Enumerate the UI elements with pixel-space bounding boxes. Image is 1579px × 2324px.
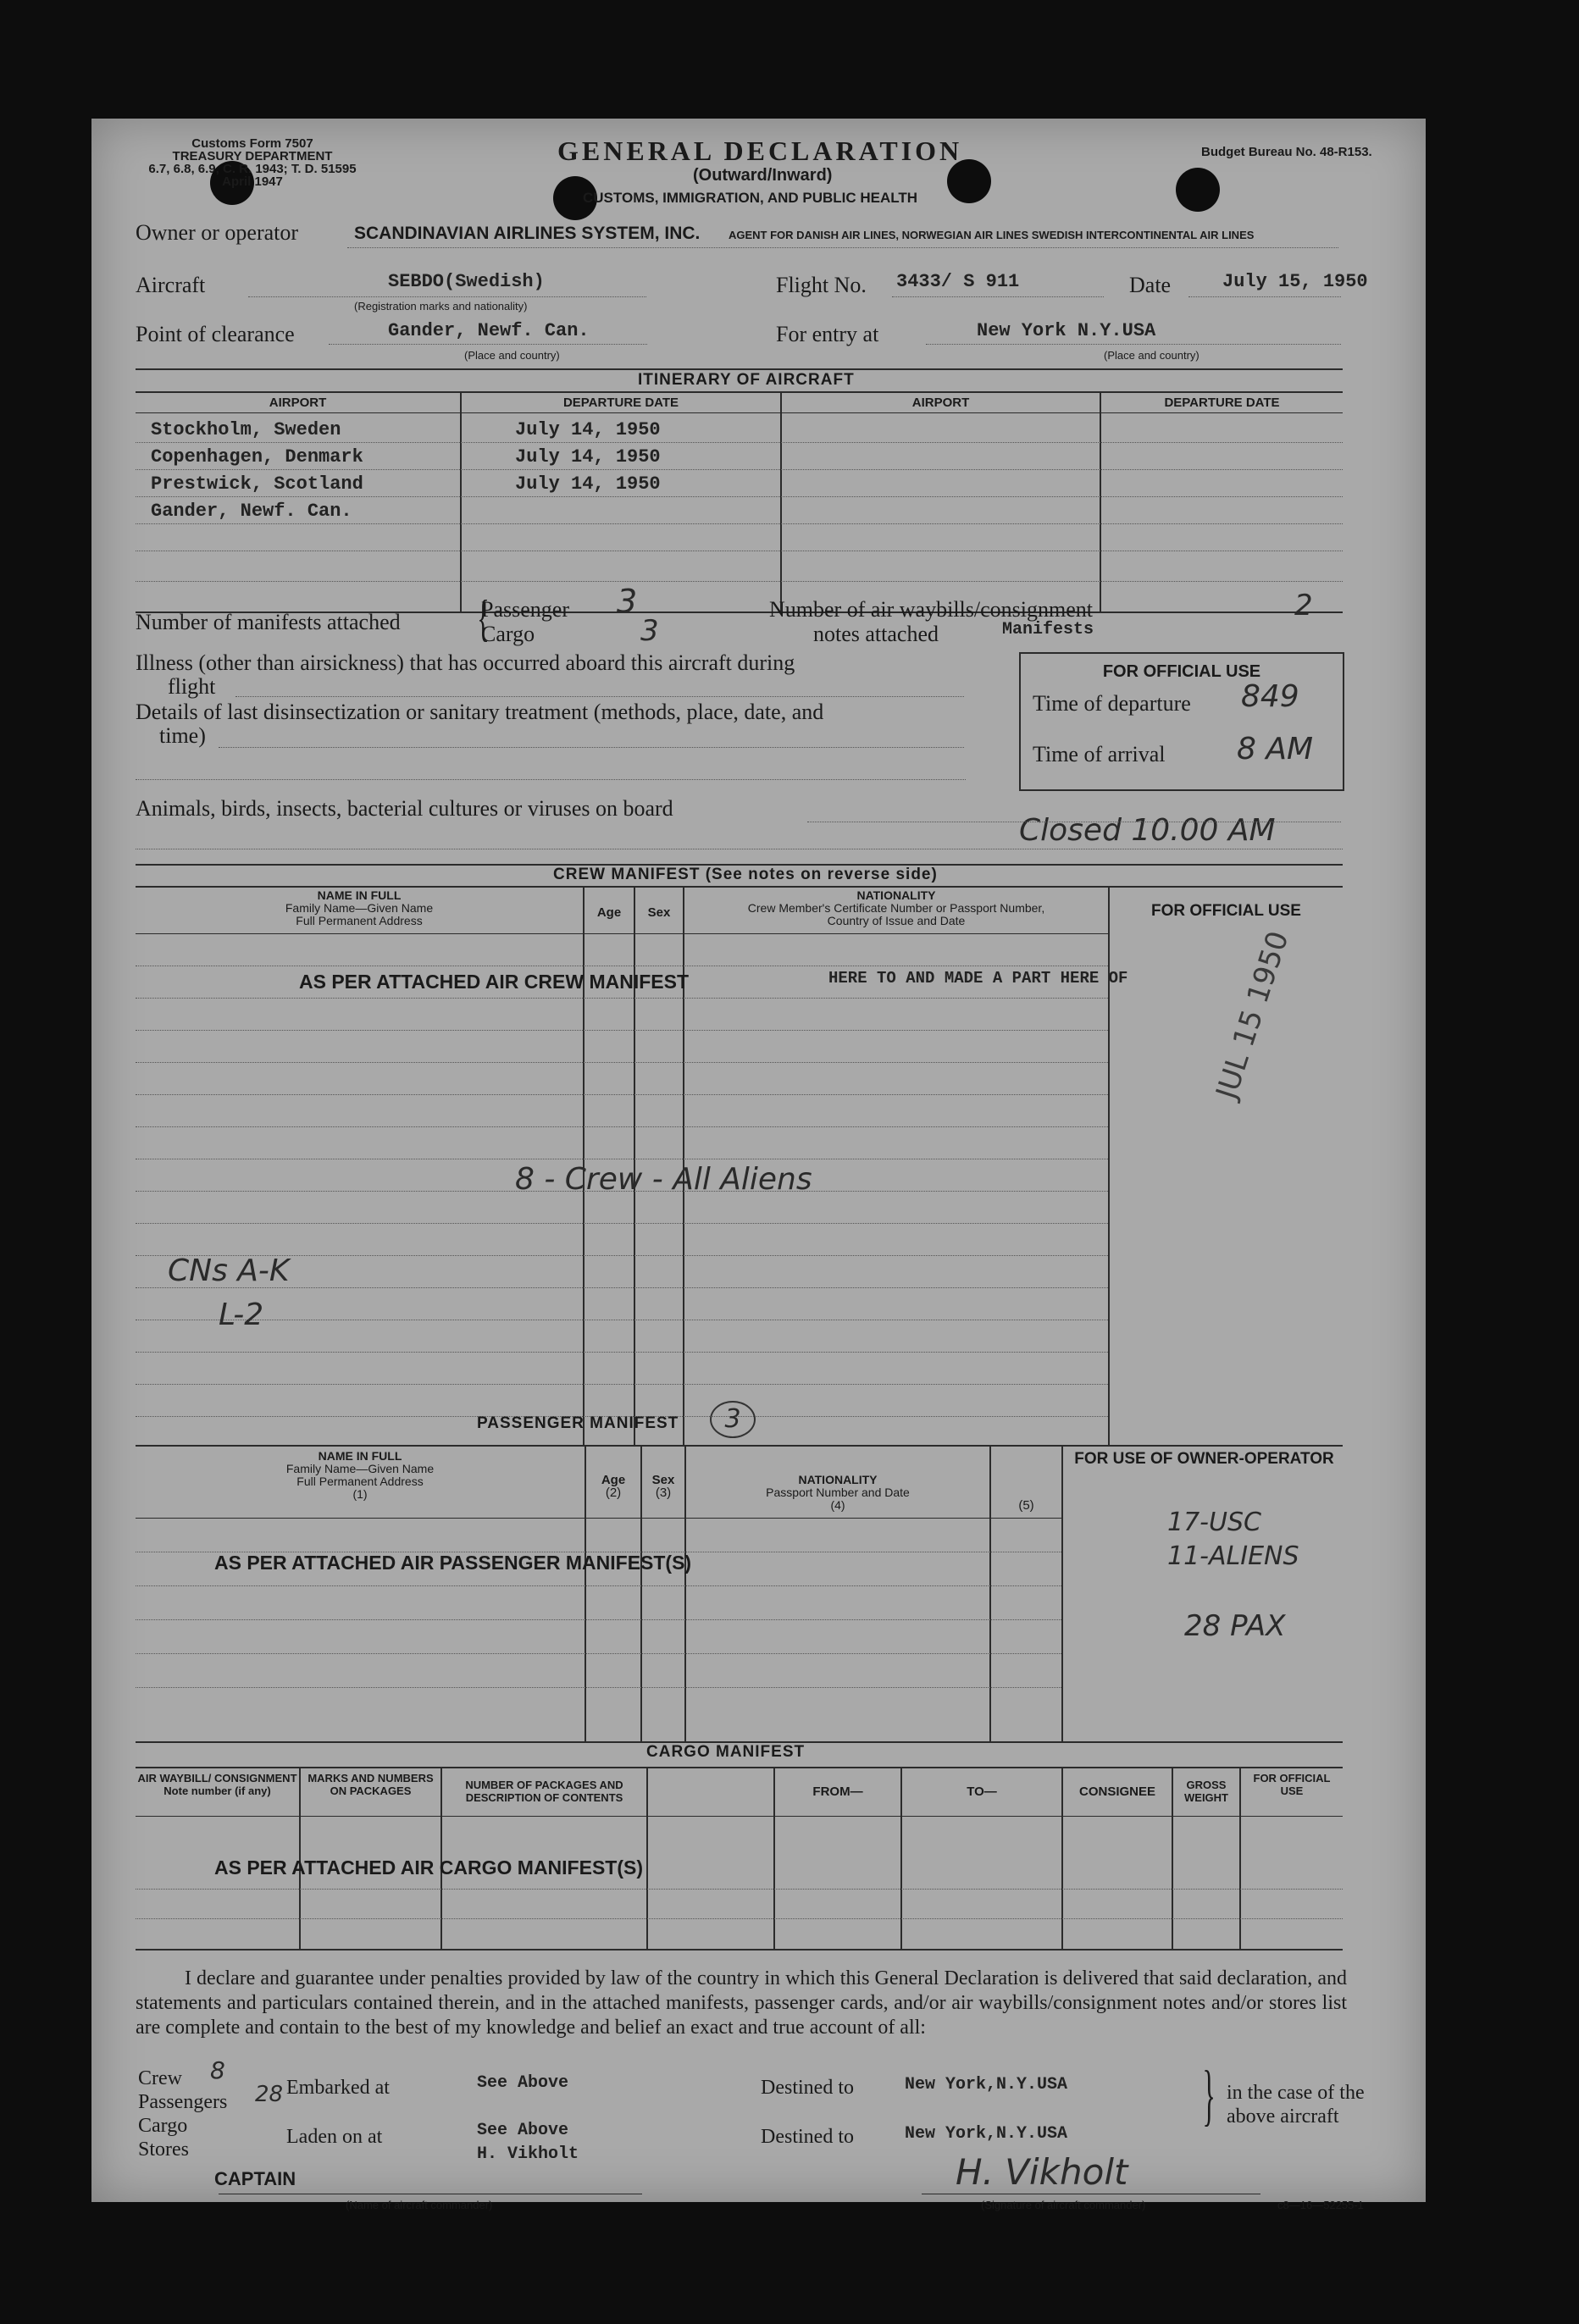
animals-label: Animals, birds, insects, bacterial cultures or viruses on board bbox=[136, 796, 673, 821]
commander-name-caption: (Name of aircraft commander) bbox=[346, 2199, 493, 2211]
passenger-count: 3 bbox=[617, 583, 638, 620]
crew-age-header: Age bbox=[596, 905, 622, 920]
cargo-count: 3 bbox=[640, 614, 659, 648]
passenger-age-header bbox=[586, 1474, 640, 1499]
itinerary-departure-header: DEPARTURE DATE bbox=[562, 396, 679, 410]
crew-typed-2: HERE TO AND MADE A PART HERE OF bbox=[828, 969, 1128, 988]
itinerary-airport-header: AIRPORT bbox=[269, 396, 327, 410]
animals-handwritten: Closed 10.00 AM bbox=[1019, 813, 1276, 848]
crew-name-title: NAME IN FULL bbox=[317, 888, 402, 902]
department: TREASURY DEPARTMENT bbox=[172, 149, 333, 163]
owner-operator-use: FOR USE OF OWNER-OPERATOR bbox=[1074, 1450, 1334, 1468]
date-label: Date bbox=[1129, 273, 1172, 297]
crew-sex-header: Sex bbox=[647, 905, 671, 920]
itinerary-row-date: July 14, 1950 bbox=[515, 419, 661, 440]
captain-label: CAPTAIN bbox=[214, 2168, 296, 2189]
decl-crew: Crew bbox=[138, 2067, 182, 2089]
itinerary-dates bbox=[515, 417, 661, 498]
waybills-count: 2 bbox=[1294, 589, 1313, 622]
form-number: Customs Form 7507 bbox=[191, 136, 313, 151]
itinerary-row-airport: Copenhagen, Denmark bbox=[151, 446, 363, 468]
laden-label: Laden on at bbox=[286, 2126, 383, 2148]
destined-label: Destined to bbox=[761, 2077, 854, 2099]
illness-label-2: flight bbox=[168, 674, 216, 699]
aircraft-label: Aircraft bbox=[136, 273, 206, 297]
crew-nationality-title: NATIONALITY bbox=[856, 888, 936, 902]
cargo-col-marks: MARKS AND NUMBERS ON PACKAGES bbox=[307, 1772, 434, 1797]
cargo-typed: AS PER ATTACHED AIR CARGO MANIFEST(S) bbox=[214, 1856, 643, 1879]
destined-value-2: New York,N.Y.USA bbox=[905, 2124, 1068, 2144]
departure-time-label: Time of departure bbox=[1033, 691, 1191, 716]
passenger-circled-count: 3 bbox=[710, 1401, 756, 1438]
waybills-label-2: notes attached bbox=[813, 622, 939, 646]
form-code: c8—16—52255-1 bbox=[1277, 2199, 1364, 2211]
official-use-box bbox=[1019, 652, 1344, 791]
passenger-name-sub: Family Name—Given Name bbox=[285, 1462, 435, 1475]
commander-signature: H. Vikholt bbox=[956, 2151, 1128, 2193]
embarked-value: See Above bbox=[477, 2073, 569, 2093]
crew-handwritten-2: CNs A-K bbox=[168, 1253, 290, 1288]
arrival-time-value: 8 AM bbox=[1237, 732, 1314, 766]
crew-nationality-header bbox=[684, 889, 1108, 927]
passenger-name-title: NAME IN FULL bbox=[318, 1449, 402, 1463]
entry-value: New York N.Y.USA bbox=[977, 320, 1156, 341]
itinerary-row-airport: Gander, Newf. Can. bbox=[151, 501, 352, 522]
decl-passengers: Passengers bbox=[138, 2091, 228, 2113]
signature-caption: (Signature of aircraft commander) bbox=[981, 2199, 1146, 2211]
owner-handwritten-3: 28 PAX bbox=[1184, 1609, 1286, 1643]
waybills-typed: Manifests bbox=[1002, 620, 1094, 639]
case-label-2: above aircraft bbox=[1227, 2105, 1339, 2128]
laden-value: See Above bbox=[477, 2121, 569, 2140]
disinsect-label: Details of last disinsectization or sanitary treatment (methods, place, date, and bbox=[136, 700, 824, 724]
form-date: April 1947 bbox=[222, 174, 283, 189]
crew-name-sub2: Full Permanent Address bbox=[296, 914, 423, 927]
passenger-nationality-header bbox=[686, 1474, 989, 1512]
punch-hole bbox=[1176, 168, 1220, 212]
entry-label: For entry at bbox=[776, 322, 879, 346]
itinerary-departure-header-2: DEPARTURE DATE bbox=[1164, 396, 1280, 410]
illness-label: Illness (other than airsickness) that has occurred aboard this aircraft during bbox=[136, 650, 795, 675]
form-subtitle: CUSTOMS, IMMIGRATION, AND PUBLIC HEALTH bbox=[583, 190, 918, 206]
direction: (Outward/Inward) bbox=[693, 166, 833, 185]
owner-agent: AGENT FOR DANISH AIR LINES, NORWEGIAN AIR LINES SWEDISH INTERCONTINENTAL AIR LINES bbox=[729, 229, 1255, 241]
regulation: 6.7, 6.8, 6.9, C. R. 1943; T. D. 51595 bbox=[148, 162, 357, 176]
owner-handwritten-2: 11-ALIENS bbox=[1167, 1541, 1299, 1571]
crew-nationality-sub2: Country of Issue and Date bbox=[827, 914, 966, 927]
aircraft-caption: (Registration marks and nationality) bbox=[354, 300, 528, 313]
waybills-label: Number of air waybills/consignment bbox=[769, 597, 1093, 622]
passenger-name-num: (1) bbox=[352, 1487, 368, 1501]
form-info bbox=[125, 137, 380, 188]
cargo-col-packages: NUMBER OF PACKAGES AND DESCRIPTION OF CONTENTS bbox=[465, 1779, 623, 1804]
crew-typed: AS PER ATTACHED AIR CREW MANIFEST bbox=[299, 971, 689, 993]
cargo-col-from: FROM— bbox=[812, 1784, 863, 1799]
cargo-label: Cargo bbox=[481, 622, 535, 646]
general-declaration-form bbox=[91, 119, 1426, 2211]
entry-caption: (Place and country) bbox=[1104, 349, 1199, 362]
brace-right: } bbox=[1202, 2058, 1216, 2133]
crew-nationality-sub: Crew Member's Certificate Number or Passport Number, bbox=[747, 901, 1045, 915]
declaration-text: I declare and guarantee under penalties provided by law of the country in which this General Declaration is delivered that said declaration, and statements and particulars contained therein, and in the attached manifests, passenger cards, and/or air waybills/consignment notes and/or stores list are complete and contain to the best of my knowledge and belief an exact and true account of all: bbox=[136, 1967, 1347, 2039]
cargo-col-to: TO— bbox=[967, 1784, 997, 1799]
manifests-label: Number of manifests attached bbox=[136, 610, 401, 634]
commander-name: H. Vikholt bbox=[477, 2144, 579, 2164]
flight-value: 3433/ S 911 bbox=[896, 271, 1020, 292]
cargo-col-weight: GROSS WEIGHT bbox=[1184, 1779, 1228, 1804]
itinerary-row-airport: Prestwick, Scotland bbox=[151, 473, 363, 495]
clearance-label: Point of clearance bbox=[136, 322, 295, 346]
cargo-col-waybill: AIR WAYBILL/ CONSIGNMENT Note number (if any) bbox=[137, 1772, 297, 1797]
itinerary-row-airport: Stockholm, Sweden bbox=[151, 419, 341, 440]
crew-name-header bbox=[136, 889, 583, 927]
passenger-name-sub2: Full Permanent Address bbox=[296, 1475, 424, 1488]
passenger-sex-header bbox=[642, 1474, 684, 1499]
crew-official-use: FOR OFFICIAL USE bbox=[1151, 902, 1301, 920]
departure-time-value: 849 bbox=[1241, 679, 1299, 714]
case-label: in the case of the bbox=[1227, 2082, 1365, 2104]
budget-bureau: Budget Bureau No. 48-R153. bbox=[1201, 145, 1372, 159]
clearance-caption: (Place and country) bbox=[464, 349, 560, 362]
crew-handwritten-3: L-2 bbox=[219, 1298, 264, 1332]
decl-pax-hand: 28 bbox=[255, 2082, 284, 2107]
itinerary-row-date: July 14, 1950 bbox=[515, 446, 661, 468]
brace: { bbox=[477, 590, 490, 646]
passenger-nationality-num: (4) bbox=[830, 1498, 845, 1512]
form-title: GENERAL DECLARATION bbox=[557, 136, 963, 166]
disinsect-label-2: time) bbox=[159, 723, 206, 748]
passenger-typed: AS PER ATTACHED AIR PASSENGER MANIFEST(S) bbox=[214, 1552, 692, 1574]
destined-value: New York,N.Y.USA bbox=[905, 2075, 1068, 2094]
passenger-name-header bbox=[136, 1450, 585, 1501]
embarked-label: Embarked at bbox=[286, 2077, 390, 2099]
passenger-sex-num: (3) bbox=[655, 1486, 672, 1500]
cargo-heading: CARGO MANIFEST bbox=[646, 1743, 806, 1761]
itinerary-airports bbox=[151, 417, 363, 525]
passenger-nationality-sub: Passport Number and Date bbox=[766, 1486, 910, 1499]
crew-heading: CREW MANIFEST (See notes on reverse side) bbox=[553, 866, 938, 883]
passenger-age-title: Age bbox=[601, 1473, 626, 1487]
official-use-heading: FOR OFFICIAL USE bbox=[1102, 662, 1261, 681]
decl-stores: Stores bbox=[138, 2139, 189, 2161]
cargo-col-consignee: CONSIGNEE bbox=[1078, 1784, 1155, 1799]
cargo-col-official: FOR OFFICIAL USE bbox=[1253, 1772, 1331, 1797]
decl-crew-hand: 8 bbox=[210, 2056, 225, 2084]
decl-cargo: Cargo bbox=[138, 2115, 188, 2137]
passenger-heading: PASSENGER MANIFEST bbox=[477, 1414, 679, 1432]
passenger-age-num: (2) bbox=[605, 1486, 622, 1500]
itinerary-row-date: July 14, 1950 bbox=[515, 473, 661, 495]
aircraft-value: SEBDO(Swedish) bbox=[388, 271, 545, 292]
passenger-nationality-title: NATIONALITY bbox=[798, 1473, 878, 1486]
itinerary-airport-header-2: AIRPORT bbox=[911, 396, 970, 410]
clearance-value: Gander, Newf. Can. bbox=[388, 320, 590, 341]
itinerary-heading: ITINERARY OF AIRCRAFT bbox=[638, 371, 855, 389]
arrival-time-label: Time of arrival bbox=[1033, 742, 1166, 766]
date-stamp: JUL 15 1950 bbox=[1210, 927, 1296, 1104]
passenger-label: Passenger bbox=[481, 597, 569, 622]
owner-handwritten: 17-USC bbox=[1167, 1508, 1261, 1537]
destined-label-2: Destined to bbox=[761, 2126, 854, 2148]
passenger-sex-title: Sex bbox=[651, 1473, 675, 1487]
date-value: July 15, 1950 bbox=[1222, 271, 1368, 292]
owner-label: Owner or operator bbox=[136, 220, 299, 245]
crew-name-sub: Family Name—Given Name bbox=[285, 901, 434, 915]
crew-handwritten: 8 - Crew - All Aliens bbox=[515, 1162, 812, 1197]
flight-label: Flight No. bbox=[776, 273, 867, 297]
owner-value: SCANDINAVIAN AIRLINES SYSTEM, INC. bbox=[354, 224, 701, 243]
passenger-col5-header: (5) bbox=[1018, 1498, 1034, 1513]
